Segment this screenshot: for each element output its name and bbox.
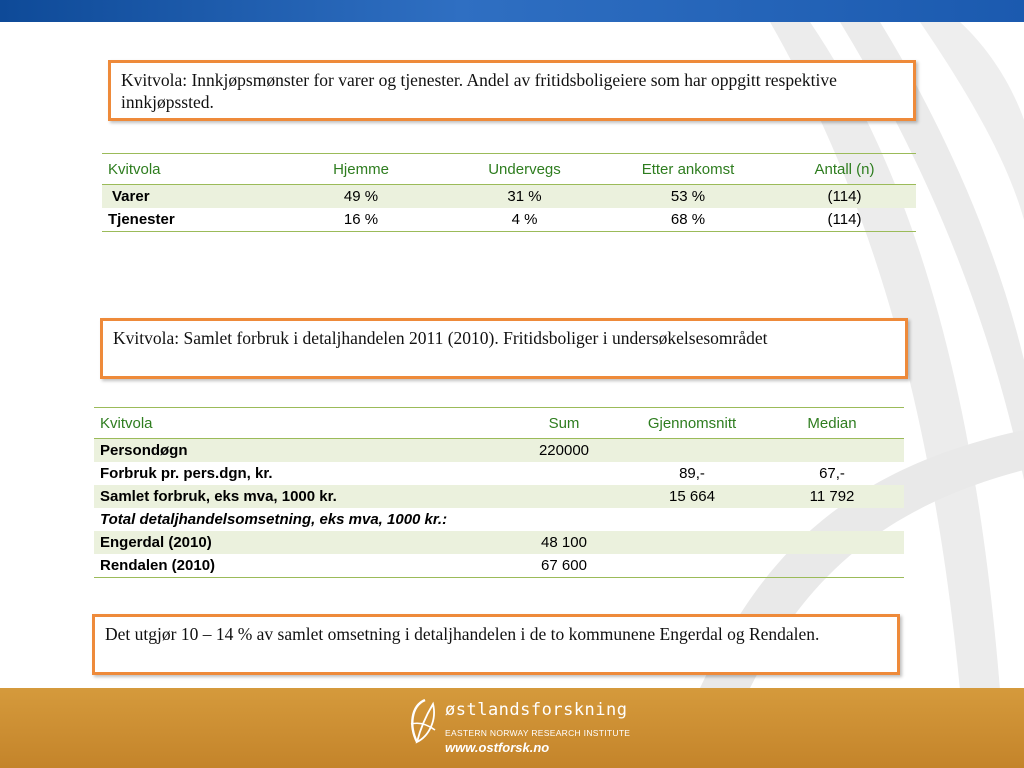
table-cell (504, 462, 624, 485)
table-row (102, 208, 916, 232)
table-cell: 68 % (603, 208, 773, 232)
caption-box-purchase-pattern (108, 60, 916, 121)
column-header: Antall (n) (773, 154, 916, 185)
caption-box-retail-spending (100, 318, 908, 379)
column-header: Etter ankomst (603, 154, 773, 185)
table-cell: 31 % (446, 185, 603, 209)
column-header: Gjennomsnitt (624, 408, 760, 439)
table-cell: (114) (773, 208, 916, 232)
caption-text: Kvitvola: Samlet forbruk i detaljhandelen 2011 (2010). Fritidsboliger i undersøkelsesområdet (113, 328, 768, 348)
column-header: Sum (504, 408, 624, 439)
table-row (94, 462, 904, 485)
table-row (94, 485, 904, 508)
table-cell: 15 664 (624, 485, 760, 508)
conclusion-text: Det utgjør 10 – 14 % av samlet omsetning i detaljhandelen i de to kommunene Engerdal og Rendalen. (105, 624, 820, 644)
table-header-row (102, 154, 916, 185)
table-cell (760, 531, 904, 554)
table-cell: 220000 (504, 439, 624, 463)
table-cell (624, 439, 760, 463)
table-cell: 16 % (276, 208, 446, 232)
table-cell: 67 600 (504, 554, 624, 578)
table-cell (760, 508, 904, 531)
table-cell (624, 531, 760, 554)
table-cell (760, 554, 904, 578)
table-cell: 4 % (446, 208, 603, 232)
table-cell (504, 508, 624, 531)
leaf-swirl-icon (405, 696, 441, 748)
retail-spending-table (94, 407, 904, 578)
column-header: Median (760, 408, 904, 439)
table-cell: 89,- (679, 465, 705, 482)
table-row (94, 531, 904, 554)
row-label: Varer (102, 185, 276, 209)
table-row (94, 439, 904, 463)
website-link[interactable]: www.ostforsk.no (445, 740, 550, 755)
conclusion-box (92, 614, 900, 675)
footer-logo (405, 694, 645, 764)
purchase-pattern-table (102, 153, 916, 232)
column-header: Undervegs (446, 154, 603, 185)
table-cell: 67,- (819, 465, 845, 482)
table-cell (504, 485, 624, 508)
caption-text: Kvitvola: Innkjøpsmønster for varer og tjenester. Andel av fritidsboligeiere som har oppgitt respektive innkjøpssted. (121, 70, 837, 112)
row-label: Rendalen (2010) (94, 554, 504, 578)
column-header: Hjemme (276, 154, 446, 185)
table-row (94, 508, 904, 531)
row-label: Tjenester (102, 208, 276, 232)
table-header-row (94, 408, 904, 439)
row-label: Samlet forbruk, eks mva, 1000 kr. (94, 485, 504, 508)
row-label: Persondøgn (94, 439, 504, 463)
table-cell: 48 100 (504, 531, 624, 554)
column-header: Kvitvola (102, 154, 276, 185)
table-cell: (114) (773, 185, 916, 209)
table-cell (624, 508, 760, 531)
table-cell (624, 554, 760, 578)
logo-name: østlandsforskning (445, 700, 628, 720)
table-row (102, 185, 916, 209)
table-cell: 53 % (603, 185, 773, 209)
table-row (94, 554, 904, 578)
table-cell: 11 792 (760, 485, 904, 508)
column-header: Kvitvola (94, 408, 504, 439)
table-cell: 49 % (276, 185, 446, 209)
row-label: Forbruk pr. pers.dgn, kr. (100, 465, 273, 482)
table-cell (760, 439, 904, 463)
row-label: Engerdal (2010) (94, 531, 504, 554)
row-label: Total detaljhandelsomsetning, eks mva, 1000 kr.: (100, 511, 448, 528)
logo-subtitle: EASTERN NORWAY RESEARCH INSTITUTE (445, 728, 631, 738)
